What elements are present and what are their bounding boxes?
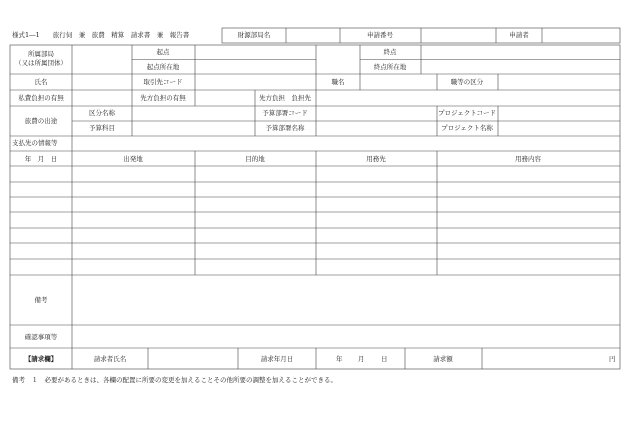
claim-section-label: 【請求欄】: [24, 355, 58, 363]
budget-dept-name-label: 予算部署名称: [265, 124, 305, 132]
name-label: 氏名: [34, 78, 48, 86]
destination-label: 終点: [383, 48, 397, 56]
application-no-label: 申請番号: [367, 31, 393, 39]
confirmation-label: 確認事項等: [24, 333, 58, 341]
itinerary-business-content-header: 用務内容: [515, 155, 541, 163]
project-code-label: プロジェクトコード: [437, 109, 497, 117]
applicant-label: 申請者: [509, 31, 529, 39]
dept-label-sub: （又は所属団体）: [15, 59, 67, 67]
dept-label: 所属部局: [28, 50, 54, 58]
prepay-party-label: 先方負担 負担先: [259, 94, 311, 102]
form-title: 様式1―1 旅行伺 兼 旅費 精算 請求書 兼 報告書: [12, 31, 190, 39]
application-no-field[interactable]: [422, 29, 495, 42]
applicant-field[interactable]: [543, 29, 619, 42]
claim-amount-label: 請求額: [433, 355, 453, 363]
claimant-name-field[interactable]: [149, 349, 237, 368]
claim-month-label: 月: [358, 355, 365, 363]
itinerary-departure-header: 出発地: [123, 155, 143, 163]
itinerary-date-header: 年 月 日: [24, 155, 58, 163]
budget-dept-code-label: 予算部署コード: [262, 109, 308, 117]
project-name-label: プロジェクト名称: [441, 124, 493, 132]
remarks-label: 備考: [34, 296, 48, 304]
budget-source-label: 旅費の出途: [24, 117, 58, 125]
itinerary-business-place-header: 用務先: [366, 155, 386, 163]
payee-info-label: 支払先の情報等: [12, 139, 58, 147]
origin-address-label: 起点所在地: [146, 63, 180, 71]
funding-dept-label: 財源部局名: [237, 31, 271, 39]
claim-day-label: 日: [381, 355, 388, 363]
destination-address-label: 終点所在地: [373, 63, 407, 71]
footnote: 備考 １ 必要があるときは、各欄の配置に所要の変更を加えることその他所要の調整を加えることができる。: [12, 376, 337, 384]
private-burden-label: 私費負担の有無: [18, 94, 64, 102]
prepay-burden-label: 先方負担の有無: [140, 94, 186, 102]
itinerary-destination-header: 目的地: [245, 155, 265, 163]
vendor-code-label: 取引先コード: [143, 78, 183, 86]
origin-label: 起点: [156, 48, 170, 56]
position-label: 職名: [331, 78, 345, 86]
claim-yen-label: 円: [609, 355, 616, 363]
budget-subject-label: 予算科目: [89, 124, 115, 132]
claim-year-label: 年: [336, 355, 343, 363]
claim-date-label: 請求年月日: [260, 355, 294, 363]
claimant-name-label: 請求者氏名: [93, 355, 127, 363]
funding-dept-field[interactable]: [287, 29, 339, 42]
grade-label: 職等の区分: [450, 78, 484, 86]
category-name-label: 区分名称: [89, 109, 115, 117]
claim-amount-field[interactable]: [483, 349, 603, 368]
